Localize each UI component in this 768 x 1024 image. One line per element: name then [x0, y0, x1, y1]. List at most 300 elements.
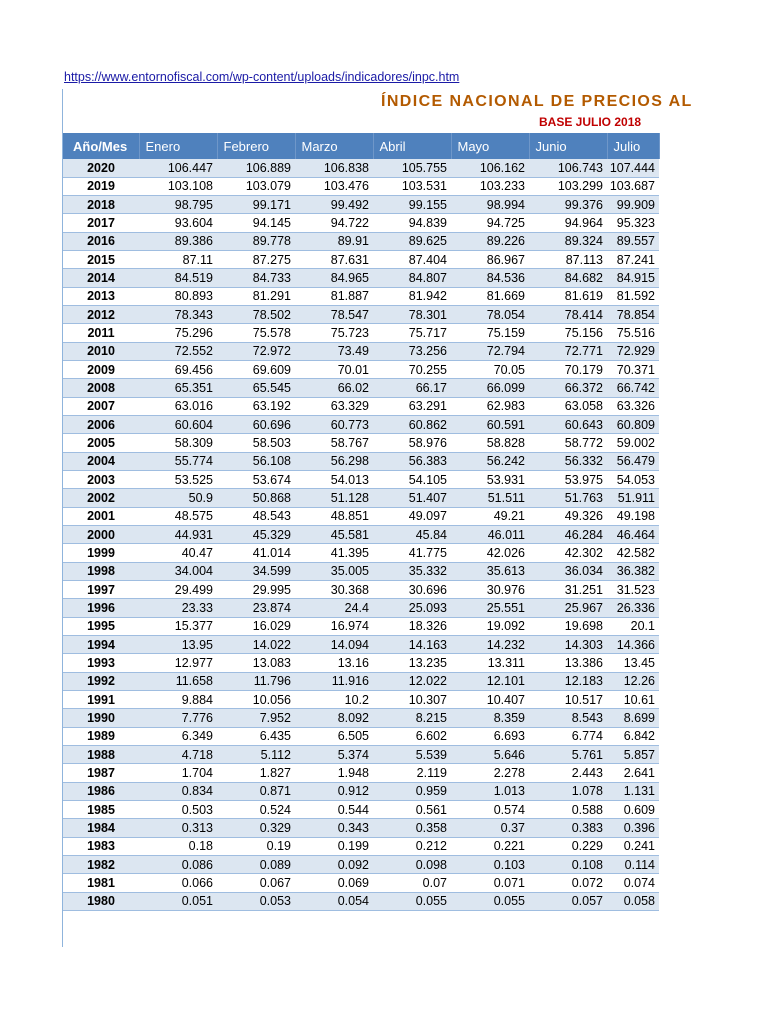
year-cell: 1990 — [63, 709, 139, 727]
year-cell: 2008 — [63, 379, 139, 397]
value-cell: 0.343 — [295, 819, 373, 837]
value-cell: 18.326 — [373, 617, 451, 635]
column-header-year: Año/Mes — [63, 133, 139, 159]
value-cell: 0.086 — [139, 855, 217, 873]
value-cell: 70.179 — [529, 361, 607, 379]
value-cell: 8.092 — [295, 709, 373, 727]
value-cell: 99.909 — [607, 196, 659, 214]
value-cell: 0.329 — [217, 819, 295, 837]
value-cell: 53.931 — [451, 471, 529, 489]
year-cell: 1985 — [63, 800, 139, 818]
value-cell: 41.395 — [295, 544, 373, 562]
value-cell: 12.022 — [373, 672, 451, 690]
table-row — [63, 361, 659, 379]
value-cell: 15.377 — [139, 617, 217, 635]
table-row — [63, 562, 659, 580]
value-cell: 56.332 — [529, 452, 607, 470]
base-subtitle: BASE JULIO 2018 — [539, 115, 642, 129]
value-cell: 10.61 — [607, 691, 659, 709]
value-cell: 4.718 — [139, 746, 217, 764]
value-cell: 53.975 — [529, 471, 607, 489]
value-cell: 60.643 — [529, 416, 607, 434]
value-cell: 40.47 — [139, 544, 217, 562]
value-cell: 0.37 — [451, 819, 529, 837]
value-cell: 0.313 — [139, 819, 217, 837]
value-cell: 99.492 — [295, 196, 373, 214]
value-cell: 2.278 — [451, 764, 529, 782]
value-cell: 69.456 — [139, 361, 217, 379]
value-cell: 25.551 — [451, 599, 529, 617]
value-cell: 20.1 — [607, 617, 659, 635]
value-cell: 87.275 — [217, 251, 295, 269]
value-cell: 0.18 — [139, 837, 217, 855]
value-cell: 69.609 — [217, 361, 295, 379]
value-cell: 0.103 — [451, 855, 529, 873]
value-cell: 0.871 — [217, 782, 295, 800]
value-cell: 72.972 — [217, 342, 295, 360]
value-cell: 0.609 — [607, 800, 659, 818]
value-cell: 46.464 — [607, 526, 659, 544]
year-cell: 2011 — [63, 324, 139, 342]
value-cell: 41.014 — [217, 544, 295, 562]
value-cell: 84.682 — [529, 269, 607, 287]
value-cell: 23.33 — [139, 599, 217, 617]
table-row — [63, 691, 659, 709]
year-cell: 2018 — [63, 196, 139, 214]
value-cell: 2.443 — [529, 764, 607, 782]
value-cell: 36.034 — [529, 562, 607, 580]
table-row — [63, 837, 659, 855]
value-cell: 42.302 — [529, 544, 607, 562]
value-cell: 23.874 — [217, 599, 295, 617]
value-cell: 75.723 — [295, 324, 373, 342]
value-cell: 14.232 — [451, 636, 529, 654]
table-row — [63, 489, 659, 507]
column-header-mayo: Mayo — [451, 133, 529, 159]
year-cell: 1988 — [63, 746, 139, 764]
value-cell: 10.2 — [295, 691, 373, 709]
value-cell: 6.435 — [217, 727, 295, 745]
value-cell: 48.543 — [217, 507, 295, 525]
value-cell: 14.366 — [607, 636, 659, 654]
value-cell: 1.131 — [607, 782, 659, 800]
value-cell: 60.809 — [607, 416, 659, 434]
table-row — [63, 544, 659, 562]
year-cell: 1997 — [63, 581, 139, 599]
value-cell: 0.212 — [373, 837, 451, 855]
table-row — [63, 379, 659, 397]
value-cell: 60.604 — [139, 416, 217, 434]
value-cell: 103.233 — [451, 177, 529, 195]
year-cell: 1986 — [63, 782, 139, 800]
value-cell: 73.49 — [295, 342, 373, 360]
value-cell: 5.857 — [607, 746, 659, 764]
year-cell: 1998 — [63, 562, 139, 580]
value-cell: 81.619 — [529, 287, 607, 305]
year-cell: 1983 — [63, 837, 139, 855]
table-row — [63, 324, 659, 342]
year-cell: 2019 — [63, 177, 139, 195]
value-cell: 6.774 — [529, 727, 607, 745]
value-cell: 34.599 — [217, 562, 295, 580]
value-cell: 58.772 — [529, 434, 607, 452]
value-cell: 13.95 — [139, 636, 217, 654]
value-cell: 63.291 — [373, 397, 451, 415]
value-cell: 11.916 — [295, 672, 373, 690]
value-cell: 16.974 — [295, 617, 373, 635]
year-cell: 2005 — [63, 434, 139, 452]
value-cell: 48.575 — [139, 507, 217, 525]
value-cell: 0.069 — [295, 874, 373, 892]
value-cell: 10.307 — [373, 691, 451, 709]
value-cell: 30.368 — [295, 581, 373, 599]
value-cell: 81.291 — [217, 287, 295, 305]
table-row — [63, 874, 659, 892]
value-cell: 54.105 — [373, 471, 451, 489]
value-cell: 8.215 — [373, 709, 451, 727]
value-cell: 12.183 — [529, 672, 607, 690]
value-cell: 72.794 — [451, 342, 529, 360]
table-row — [63, 727, 659, 745]
value-cell: 55.774 — [139, 452, 217, 470]
value-cell: 49.097 — [373, 507, 451, 525]
table-row — [63, 159, 659, 177]
value-cell: 78.502 — [217, 306, 295, 324]
source-url-link[interactable]: https://www.entornofiscal.com/wp-content/uploads/indicadores/inpc.htm — [64, 70, 460, 84]
year-cell: 2016 — [63, 232, 139, 250]
value-cell: 0.054 — [295, 892, 373, 910]
value-cell: 86.967 — [451, 251, 529, 269]
value-cell: 60.591 — [451, 416, 529, 434]
table-row — [63, 306, 659, 324]
year-cell: 2015 — [63, 251, 139, 269]
year-cell: 1995 — [63, 617, 139, 635]
column-header-julio: Julio — [607, 133, 659, 159]
table-row — [63, 819, 659, 837]
value-cell: 81.669 — [451, 287, 529, 305]
value-cell: 49.21 — [451, 507, 529, 525]
value-cell: 0.221 — [451, 837, 529, 855]
value-cell: 0.108 — [529, 855, 607, 873]
value-cell: 81.942 — [373, 287, 451, 305]
value-cell: 53.525 — [139, 471, 217, 489]
value-cell: 14.163 — [373, 636, 451, 654]
value-cell: 13.311 — [451, 654, 529, 672]
year-cell: 2013 — [63, 287, 139, 305]
value-cell: 6.349 — [139, 727, 217, 745]
value-cell: 70.05 — [451, 361, 529, 379]
value-cell: 89.625 — [373, 232, 451, 250]
year-cell: 2001 — [63, 507, 139, 525]
value-cell: 1.013 — [451, 782, 529, 800]
value-cell: 75.296 — [139, 324, 217, 342]
value-cell: 0.051 — [139, 892, 217, 910]
table-row — [63, 617, 659, 635]
value-cell: 0.358 — [373, 819, 451, 837]
value-cell: 87.631 — [295, 251, 373, 269]
value-cell: 0.074 — [607, 874, 659, 892]
value-cell: 80.893 — [139, 287, 217, 305]
value-cell: 6.505 — [295, 727, 373, 745]
year-cell: 1982 — [63, 855, 139, 873]
value-cell: 0.07 — [373, 874, 451, 892]
value-cell: 36.382 — [607, 562, 659, 580]
value-cell: 0.588 — [529, 800, 607, 818]
value-cell: 72.771 — [529, 342, 607, 360]
value-cell: 13.235 — [373, 654, 451, 672]
value-cell: 105.755 — [373, 159, 451, 177]
value-cell: 58.309 — [139, 434, 217, 452]
value-cell: 0.114 — [607, 855, 659, 873]
value-cell: 29.995 — [217, 581, 295, 599]
value-cell: 48.851 — [295, 507, 373, 525]
value-cell: 81.887 — [295, 287, 373, 305]
value-cell: 75.578 — [217, 324, 295, 342]
value-cell: 106.838 — [295, 159, 373, 177]
value-cell: 75.159 — [451, 324, 529, 342]
value-cell: 0.834 — [139, 782, 217, 800]
value-cell: 6.693 — [451, 727, 529, 745]
value-cell: 2.119 — [373, 764, 451, 782]
year-cell: 1992 — [63, 672, 139, 690]
value-cell: 0.574 — [451, 800, 529, 818]
value-cell: 84.965 — [295, 269, 373, 287]
value-cell: 25.967 — [529, 599, 607, 617]
year-cell: 2012 — [63, 306, 139, 324]
value-cell: 89.557 — [607, 232, 659, 250]
value-cell: 7.952 — [217, 709, 295, 727]
value-cell: 103.079 — [217, 177, 295, 195]
value-cell: 94.964 — [529, 214, 607, 232]
inpc-table — [63, 133, 660, 911]
table-row — [63, 764, 659, 782]
year-cell: 2017 — [63, 214, 139, 232]
value-cell: 0.053 — [217, 892, 295, 910]
value-cell: 70.01 — [295, 361, 373, 379]
value-cell: 13.386 — [529, 654, 607, 672]
value-cell: 11.658 — [139, 672, 217, 690]
value-cell: 30.696 — [373, 581, 451, 599]
value-cell: 1.704 — [139, 764, 217, 782]
value-cell: 35.332 — [373, 562, 451, 580]
value-cell: 46.011 — [451, 526, 529, 544]
value-cell: 89.91 — [295, 232, 373, 250]
value-cell: 103.108 — [139, 177, 217, 195]
table-row — [63, 599, 659, 617]
value-cell: 50.868 — [217, 489, 295, 507]
value-cell: 94.839 — [373, 214, 451, 232]
value-cell: 0.199 — [295, 837, 373, 855]
value-cell: 8.359 — [451, 709, 529, 727]
value-cell: 65.351 — [139, 379, 217, 397]
table-row — [63, 855, 659, 873]
value-cell: 1.948 — [295, 764, 373, 782]
value-cell: 93.604 — [139, 214, 217, 232]
value-cell: 0.058 — [607, 892, 659, 910]
value-cell: 10.517 — [529, 691, 607, 709]
value-cell: 89.324 — [529, 232, 607, 250]
value-cell: 9.884 — [139, 691, 217, 709]
table-row — [63, 654, 659, 672]
value-cell: 63.058 — [529, 397, 607, 415]
value-cell: 75.516 — [607, 324, 659, 342]
value-cell: 16.029 — [217, 617, 295, 635]
value-cell: 49.326 — [529, 507, 607, 525]
value-cell: 60.862 — [373, 416, 451, 434]
value-cell: 63.326 — [607, 397, 659, 415]
value-cell: 31.523 — [607, 581, 659, 599]
value-cell: 2.641 — [607, 764, 659, 782]
value-cell: 78.301 — [373, 306, 451, 324]
year-cell: 2007 — [63, 397, 139, 415]
value-cell: 103.531 — [373, 177, 451, 195]
value-cell: 25.093 — [373, 599, 451, 617]
value-cell: 5.646 — [451, 746, 529, 764]
year-cell: 1980 — [63, 892, 139, 910]
value-cell: 78.343 — [139, 306, 217, 324]
value-cell: 72.929 — [607, 342, 659, 360]
value-cell: 95.323 — [607, 214, 659, 232]
year-cell: 1989 — [63, 727, 139, 745]
value-cell: 84.807 — [373, 269, 451, 287]
table-row — [63, 782, 659, 800]
value-cell: 14.094 — [295, 636, 373, 654]
value-cell: 66.372 — [529, 379, 607, 397]
year-cell: 1987 — [63, 764, 139, 782]
table-row — [63, 196, 659, 214]
value-cell: 0.503 — [139, 800, 217, 818]
value-cell: 58.976 — [373, 434, 451, 452]
value-cell: 51.763 — [529, 489, 607, 507]
value-cell: 6.602 — [373, 727, 451, 745]
table-row — [63, 397, 659, 415]
value-cell: 5.539 — [373, 746, 451, 764]
year-cell: 1994 — [63, 636, 139, 654]
value-cell: 14.022 — [217, 636, 295, 654]
value-cell: 106.162 — [451, 159, 529, 177]
value-cell: 56.242 — [451, 452, 529, 470]
value-cell: 98.795 — [139, 196, 217, 214]
value-cell: 51.911 — [607, 489, 659, 507]
year-cell: 2000 — [63, 526, 139, 544]
value-cell: 94.145 — [217, 214, 295, 232]
value-cell: 103.299 — [529, 177, 607, 195]
value-cell: 89.226 — [451, 232, 529, 250]
value-cell: 63.329 — [295, 397, 373, 415]
value-cell: 45.329 — [217, 526, 295, 544]
table-row — [63, 452, 659, 470]
value-cell: 66.17 — [373, 379, 451, 397]
value-cell: 42.582 — [607, 544, 659, 562]
value-cell: 0.524 — [217, 800, 295, 818]
value-cell: 60.696 — [217, 416, 295, 434]
value-cell: 58.767 — [295, 434, 373, 452]
value-cell: 84.519 — [139, 269, 217, 287]
value-cell: 78.054 — [451, 306, 529, 324]
year-cell: 2010 — [63, 342, 139, 360]
table-row — [63, 434, 659, 452]
value-cell: 29.499 — [139, 581, 217, 599]
value-cell: 19.092 — [451, 617, 529, 635]
value-cell: 19.698 — [529, 617, 607, 635]
value-cell: 1.078 — [529, 782, 607, 800]
value-cell: 0.066 — [139, 874, 217, 892]
value-cell: 58.503 — [217, 434, 295, 452]
value-cell: 56.298 — [295, 452, 373, 470]
year-cell: 2020 — [63, 159, 139, 177]
value-cell: 87.113 — [529, 251, 607, 269]
value-cell: 103.687 — [607, 177, 659, 195]
value-cell: 13.45 — [607, 654, 659, 672]
column-header-abril: Abril — [373, 133, 451, 159]
value-cell: 53.674 — [217, 471, 295, 489]
value-cell: 63.192 — [217, 397, 295, 415]
table-row — [63, 746, 659, 764]
value-cell: 41.775 — [373, 544, 451, 562]
value-cell: 0.092 — [295, 855, 373, 873]
value-cell: 11.796 — [217, 672, 295, 690]
table-row — [63, 636, 659, 654]
table-row — [63, 709, 659, 727]
value-cell: 62.983 — [451, 397, 529, 415]
value-cell: 6.842 — [607, 727, 659, 745]
spreadsheet-area — [62, 89, 693, 947]
value-cell: 54.053 — [607, 471, 659, 489]
table-row — [63, 214, 659, 232]
year-cell: 2004 — [63, 452, 139, 470]
value-cell: 70.255 — [373, 361, 451, 379]
table-row — [63, 342, 659, 360]
value-cell: 0.055 — [451, 892, 529, 910]
value-cell: 66.099 — [451, 379, 529, 397]
table-row — [63, 800, 659, 818]
value-cell: 98.994 — [451, 196, 529, 214]
value-cell: 99.171 — [217, 196, 295, 214]
value-cell: 1.827 — [217, 764, 295, 782]
value-cell: 107.444 — [607, 159, 659, 177]
value-cell: 84.536 — [451, 269, 529, 287]
table-row — [63, 269, 659, 287]
value-cell: 45.84 — [373, 526, 451, 544]
value-cell: 99.376 — [529, 196, 607, 214]
value-cell: 46.284 — [529, 526, 607, 544]
table-row — [63, 471, 659, 489]
value-cell: 65.545 — [217, 379, 295, 397]
value-cell: 7.776 — [139, 709, 217, 727]
table-row — [63, 581, 659, 599]
value-cell: 0.241 — [607, 837, 659, 855]
value-cell: 0.072 — [529, 874, 607, 892]
value-cell: 56.108 — [217, 452, 295, 470]
value-cell: 0.19 — [217, 837, 295, 855]
value-cell: 106.743 — [529, 159, 607, 177]
value-cell: 56.479 — [607, 452, 659, 470]
value-cell: 94.725 — [451, 214, 529, 232]
year-cell: 1999 — [63, 544, 139, 562]
value-cell: 5.374 — [295, 746, 373, 764]
column-header-junio: Junio — [529, 133, 607, 159]
table-body — [63, 159, 659, 910]
table-row — [63, 251, 659, 269]
table-row — [63, 287, 659, 305]
value-cell: 13.16 — [295, 654, 373, 672]
year-cell: 2014 — [63, 269, 139, 287]
value-cell: 0.071 — [451, 874, 529, 892]
value-cell: 87.11 — [139, 251, 217, 269]
table-row — [63, 892, 659, 910]
value-cell: 75.717 — [373, 324, 451, 342]
value-cell: 51.128 — [295, 489, 373, 507]
